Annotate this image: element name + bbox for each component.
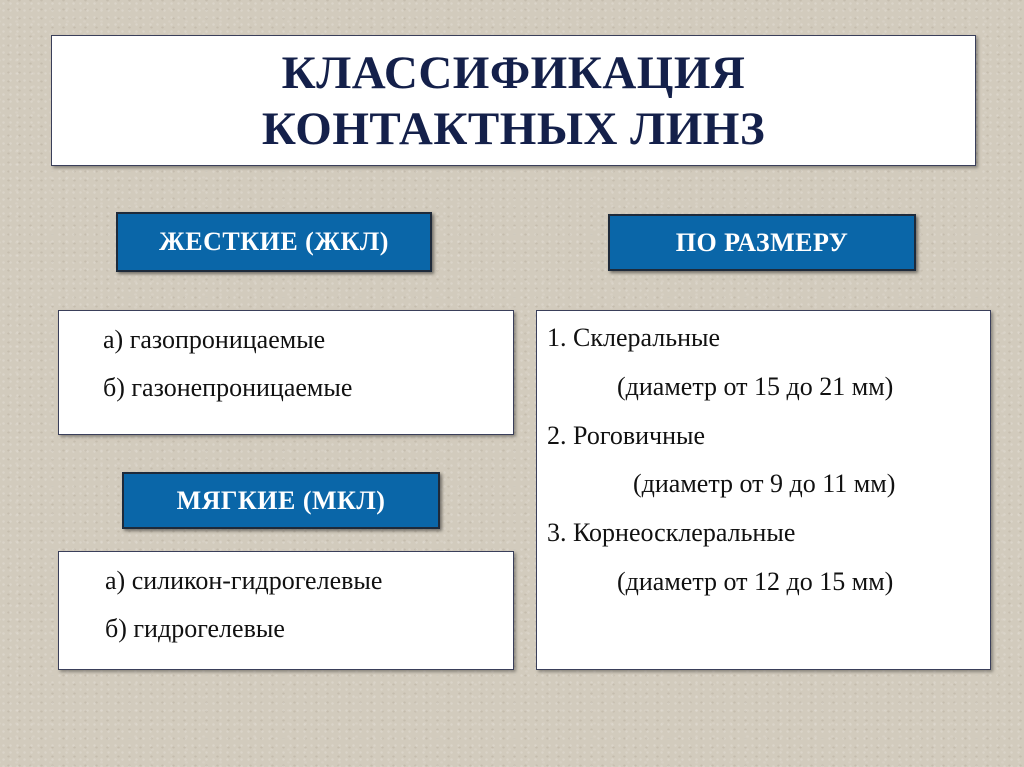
hard-item-gas-permeable: а) газопроницаемые [103, 325, 326, 354]
soft-item-silicone-hydrogel: а) силикон-гидрогелевые [105, 566, 383, 595]
hard-item-gas-impermeable: б) газонепроницаемые [103, 373, 353, 402]
title-box [51, 35, 976, 166]
title-line-2: КОНТАКТНЫХ ЛИНЗ [261, 102, 766, 155]
title-line-1: КЛАССИФИКАЦИЯ [281, 46, 746, 99]
soft-lenses-box [58, 551, 514, 670]
soft-item-hydrogel: б) гидрогелевые [105, 614, 285, 643]
size-item-scleral: 1. Склеральные [547, 323, 721, 352]
hard-lenses-label: ЖЕСТКИЕ (ЖКЛ) [116, 212, 432, 272]
by-size-label: ПО РАЗМЕРУ [608, 214, 916, 271]
soft-lenses-label: МЯГКИЕ (МКЛ) [122, 472, 440, 529]
hard-lenses-box [58, 310, 514, 435]
size-item-corneal-diameter: (диаметр от 9 до 11 мм) [633, 469, 896, 498]
size-item-corneoscleral-diameter: (диаметр от 12 до 15 мм) [617, 567, 894, 596]
by-size-box [536, 310, 991, 670]
size-item-corneal: 2. Роговичные [547, 421, 706, 450]
slide-title [262, 45, 765, 157]
size-item-corneoscleral: 3. Корнеосклеральные [547, 518, 796, 547]
size-item-scleral-diameter: (диаметр от 15 до 21 мм) [617, 372, 894, 401]
